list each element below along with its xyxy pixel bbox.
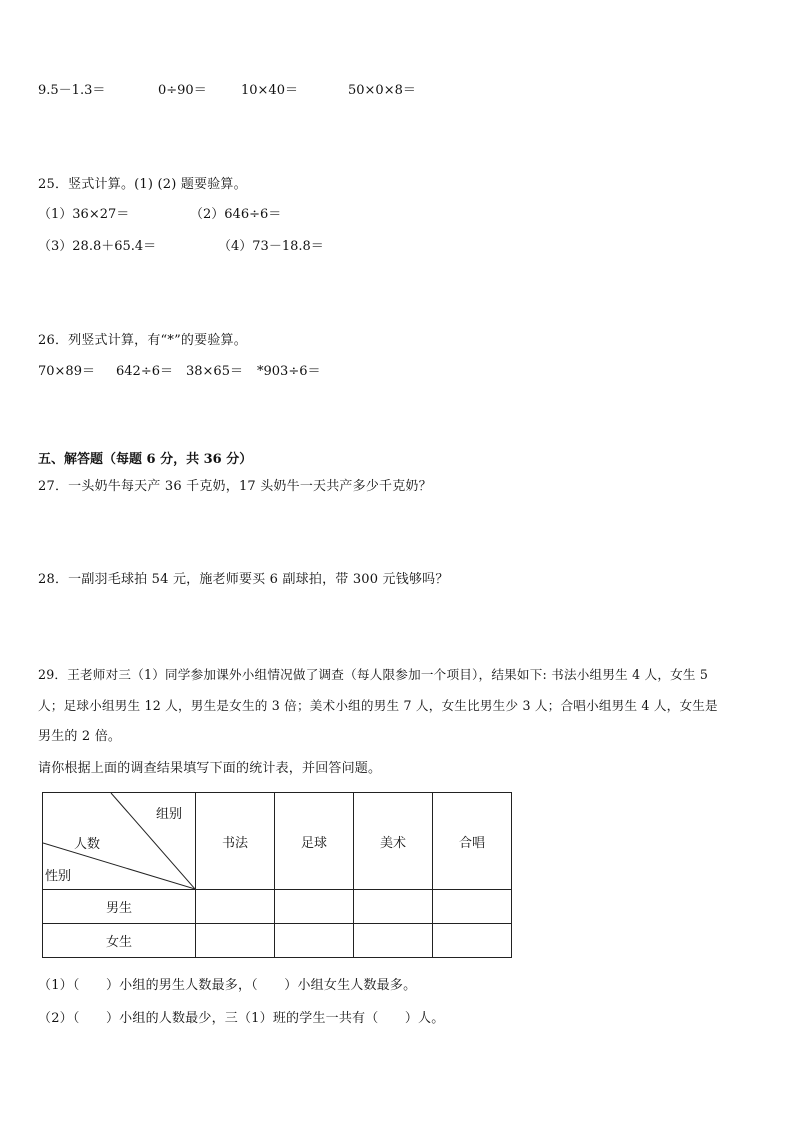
q29-line-3: 男生的 2 倍。 [38, 729, 122, 744]
corner-label-count: 人数 [74, 837, 101, 852]
row-label-girls: 女生 [43, 924, 196, 958]
table-row-boys [43, 890, 512, 924]
row-label-boys: 男生 [43, 890, 196, 924]
answer-cell[interactable] [354, 924, 433, 958]
corner-label-gender: 性别 [45, 869, 72, 884]
column-header-art: 美术 [354, 793, 433, 890]
corner-label-group: 组别 [156, 807, 183, 822]
answer-cell[interactable] [275, 890, 354, 924]
answer-cell[interactable] [196, 890, 275, 924]
q29-instruction: 请你根据上面的调查结果填写下面的统计表，并回答问题。 [38, 761, 382, 776]
q25-item-3: （3）28.8＋65.4＝ [38, 239, 157, 254]
table-corner-cell [43, 793, 196, 890]
answer-cell[interactable] [196, 924, 275, 958]
q25-item-4: （4）73－18.8＝ [218, 239, 324, 254]
q25-title: 25．竖式计算。(1) (2) 题要验算。 [38, 177, 247, 192]
q29-line-2: 人；足球小组男生 12 人，男生是女生的 3 倍；美术小组的男生 7 人，女生比男生少 3 人；合唱小组男生 4 人，女生是 [38, 698, 718, 713]
q24-item-2: 0÷90＝ [158, 83, 207, 98]
section5-title: 五、解答题（每题 6 分，共 36 分） [38, 452, 253, 467]
answer-cell[interactable] [433, 890, 512, 924]
q29-question-1: （1）（ ）小组的男生人数最多，（ ）小组女生人数最多。 [38, 978, 417, 993]
q24-item-4: 50×0×8＝ [348, 83, 416, 98]
table-header-row [43, 793, 512, 890]
statistics-table [42, 792, 512, 958]
answer-cell[interactable] [275, 924, 354, 958]
q26-title: 26．列竖式计算，有“*”的要验算。 [38, 333, 247, 348]
column-header-calligraphy: 书法 [196, 793, 275, 890]
column-header-chorus: 合唱 [433, 793, 512, 890]
q24-item-1: 9.5－1.3＝ [38, 83, 106, 98]
q29-question-2: （2）（ ）小组的人数最少，三（1）班的学生一共有（ ）人。 [38, 1011, 445, 1026]
answer-cell[interactable] [354, 890, 433, 924]
answer-cell[interactable] [433, 924, 512, 958]
q26-item-4: *903÷6＝ [257, 364, 321, 379]
column-header-football: 足球 [275, 793, 354, 890]
q24-item-3: 10×40＝ [241, 83, 298, 98]
table-row-girls [43, 924, 512, 958]
q25-item-2: （2）646÷6＝ [190, 207, 282, 222]
q25-item-1: （1）36×27＝ [38, 207, 130, 222]
q26-item-1: 70×89＝ [38, 364, 95, 379]
q29-line-1: 29．王老师对三（1）同学参加课外小组情况做了调查（每人限参加一个项目），结果如下: 书法小组男生 4 人，女生 5 [38, 667, 709, 682]
q26-item-3: 38×65＝ [186, 364, 243, 379]
q27-text: 27．一头奶牛每天产 36 千克奶，17 头奶牛一天共产多少千克奶？ [38, 479, 432, 494]
q26-item-2: 642÷6＝ [116, 364, 173, 379]
q28-text: 28．一副羽毛球拍 54 元，施老师要买 6 副球拍，带 300 元钱够吗？ [38, 572, 449, 587]
